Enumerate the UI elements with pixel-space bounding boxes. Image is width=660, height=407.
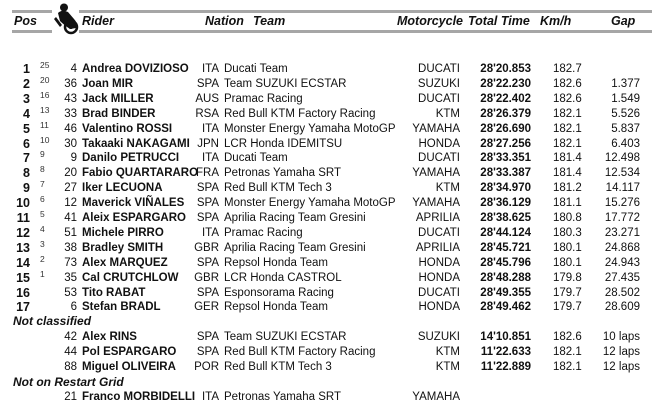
position: 6 xyxy=(23,136,30,151)
gap: 28.609 xyxy=(604,301,640,314)
nation: AUS xyxy=(195,92,219,105)
total-time: 11'22.889 xyxy=(480,360,531,373)
nation: GBR xyxy=(194,271,219,284)
header-team: Team xyxy=(253,14,286,28)
table-row xyxy=(0,74,660,92)
total-time: 28'38.625 xyxy=(480,212,531,224)
team: Pramac Racing xyxy=(224,92,303,105)
nation: GBR xyxy=(194,241,219,254)
rider-name: Iker LECUONA xyxy=(82,182,163,195)
gap: 14.117 xyxy=(605,182,640,195)
gap: 1.549 xyxy=(611,92,640,105)
rider-number: 30 xyxy=(64,137,77,150)
rider-number: 43 xyxy=(64,92,77,105)
total-time: 28'33.351 xyxy=(480,152,531,165)
table-row xyxy=(0,223,660,241)
speed-kmh: 180.8 xyxy=(553,212,582,224)
team: Aprilia Racing Team Gresini xyxy=(224,212,366,224)
motorcycle: APRILIA xyxy=(415,212,460,224)
motorcycle: DUCATI xyxy=(418,152,460,165)
table-row xyxy=(0,119,660,137)
speed-kmh: 180.1 xyxy=(553,241,582,254)
header-rider: Rider xyxy=(82,14,114,28)
rider-number: 6 xyxy=(70,301,77,314)
motorcycle: HONDA xyxy=(418,271,460,284)
motorcycle: KTM xyxy=(435,182,460,195)
gap: 23.271 xyxy=(604,226,640,239)
total-time: 14'10.851 xyxy=(480,331,531,343)
rider-number: 35 xyxy=(64,271,77,284)
rider-name: Fabio QUARTARARO xyxy=(82,167,199,180)
speed-kmh: 182.1 xyxy=(553,137,582,150)
gap: 10 laps xyxy=(602,331,640,343)
gap: 5.526 xyxy=(611,107,640,120)
position: 9 xyxy=(23,181,30,196)
position: 16 xyxy=(16,285,30,300)
rider-name: Franco MORBIDELLI xyxy=(82,391,196,403)
rider-name: Bradley SMITH xyxy=(82,241,164,254)
team: Monster Energy Yamaha MotoGP xyxy=(224,122,396,135)
points: 20 xyxy=(40,74,50,85)
speed-kmh: 182.1 xyxy=(553,360,582,373)
points: 6 xyxy=(40,194,45,205)
team: Pramac Racing xyxy=(224,226,303,239)
points: 10 xyxy=(40,134,50,145)
rider-name: Tito RABAT xyxy=(82,286,146,299)
table-row xyxy=(0,211,660,226)
rider-name: Pol ESPARGARO xyxy=(82,345,177,358)
position: 13 xyxy=(16,240,30,255)
motorcycle: SUZUKI xyxy=(417,331,460,343)
header-motorcycle: Motorcycle xyxy=(397,14,463,28)
header-total-time: Total Time xyxy=(468,14,530,28)
nation: SPA xyxy=(196,256,219,269)
position: 5 xyxy=(23,121,30,136)
nation: FRA xyxy=(196,167,219,180)
header-pos: Pos xyxy=(14,14,37,28)
speed-kmh: 179.8 xyxy=(553,271,582,284)
not-classified-title: Not classified xyxy=(13,314,92,328)
nation: SPA xyxy=(196,286,219,299)
total-time: 28'48.288 xyxy=(480,271,531,284)
total-time: 28'49.462 xyxy=(480,301,531,314)
table-row xyxy=(0,181,660,196)
motorcycle: YAMAHA xyxy=(412,122,460,135)
total-time: 28'20.853 xyxy=(480,63,531,75)
team: LCR Honda CASTROL xyxy=(224,271,342,284)
table-row xyxy=(0,268,660,286)
gap: 27.435 xyxy=(604,271,640,284)
motorcycle: YAMAHA xyxy=(412,167,460,180)
nation: RSA xyxy=(195,107,219,120)
rider-number: 88 xyxy=(64,360,77,373)
table-row xyxy=(0,238,660,256)
gap: 12.534 xyxy=(604,167,640,180)
points: 5 xyxy=(40,209,45,219)
header-rule-bottom-left xyxy=(12,30,52,33)
gap: 24.868 xyxy=(604,241,640,254)
nation: SPA xyxy=(196,77,219,90)
team: Esponsorama Racing xyxy=(224,286,334,299)
nation: POR xyxy=(194,360,219,373)
motorcycle: KTM xyxy=(435,107,460,120)
points: 2 xyxy=(40,253,45,264)
nation: SPA xyxy=(196,197,219,210)
motorcycle: KTM xyxy=(435,360,460,373)
position: 17 xyxy=(16,300,30,315)
team: Red Bull KTM Tech 3 xyxy=(224,360,332,373)
rider-number: 21 xyxy=(64,391,77,403)
total-time: 28'26.690 xyxy=(480,122,531,135)
team: Red Bull KTM Factory Racing xyxy=(224,345,376,358)
rider-name: Andrea DOVIZIOSO xyxy=(82,63,189,75)
gap: 12.498 xyxy=(604,152,640,165)
header-rule-top-right xyxy=(79,10,652,13)
motorcycle: HONDA xyxy=(418,301,460,314)
speed-kmh: 180.3 xyxy=(553,226,582,239)
speed-kmh: 182.1 xyxy=(553,107,582,120)
rider-number: 38 xyxy=(64,241,77,254)
speed-kmh: 182.6 xyxy=(553,331,582,343)
team: Ducati Team xyxy=(224,63,288,75)
motorcycle: DUCATI xyxy=(418,92,460,105)
gap: 12 laps xyxy=(602,345,640,358)
rider-number: 73 xyxy=(64,256,77,269)
team: Aprilia Racing Team Gresini xyxy=(224,241,366,254)
rider-number: 33 xyxy=(64,107,77,120)
table-row xyxy=(0,390,660,405)
team: Petronas Yamaha SRT xyxy=(224,391,341,403)
position: 10 xyxy=(16,196,30,211)
header-gap: Gap xyxy=(611,14,636,28)
points: 25 xyxy=(40,60,50,70)
position: 11 xyxy=(16,211,30,225)
nation: ITA xyxy=(201,391,219,403)
total-time: 28'22.402 xyxy=(480,92,531,105)
speed-kmh: 182.7 xyxy=(553,63,582,75)
speed-kmh: 182.6 xyxy=(553,77,582,90)
team: Repsol Honda Team xyxy=(224,301,328,314)
speed-kmh: 179.7 xyxy=(553,286,582,299)
header-rule-top-left xyxy=(12,10,52,13)
motorcycle: DUCATI xyxy=(418,226,460,239)
not-on-restart-title: Not on Restart Grid xyxy=(13,375,124,389)
total-time: 11'22.633 xyxy=(480,345,531,358)
gap: 24.943 xyxy=(604,256,640,269)
team: Team SUZUKI ECSTAR xyxy=(224,77,347,90)
rider-number: 44 xyxy=(64,345,77,358)
rider-number: 4 xyxy=(70,63,77,75)
motorcycle: YAMAHA xyxy=(412,391,460,403)
table-row xyxy=(0,330,660,345)
position: 4 xyxy=(23,106,30,121)
gap: 6.403 xyxy=(611,137,640,150)
points: 3 xyxy=(40,238,45,249)
total-time: 28'33.387 xyxy=(480,167,531,180)
total-time: 28'36.129 xyxy=(480,197,531,210)
table-row xyxy=(0,151,660,166)
nation: ITA xyxy=(201,226,219,239)
nation: SPA xyxy=(196,331,219,343)
speed-kmh: 182.6 xyxy=(553,92,582,105)
total-time: 28'49.355 xyxy=(480,286,531,299)
rider-name: Valentino ROSSI xyxy=(82,122,173,135)
points: 11 xyxy=(40,119,49,130)
team: Monster Energy Yamaha MotoGP xyxy=(224,197,396,210)
position: 2 xyxy=(23,76,30,91)
motorcycle: SUZUKI xyxy=(417,77,460,90)
motorcycle: YAMAHA xyxy=(412,197,460,210)
table-row xyxy=(0,104,660,122)
total-time: 28'22.230 xyxy=(480,77,531,90)
gap: 15.276 xyxy=(604,197,640,210)
rider-name: Maverick VIÑALES xyxy=(82,197,185,210)
team: Ducati Team xyxy=(224,152,288,165)
table-row xyxy=(0,345,660,360)
points: 9 xyxy=(40,149,45,160)
gap: 28.502 xyxy=(604,286,640,299)
rider-number: 9 xyxy=(70,152,77,165)
total-time: 28'44.124 xyxy=(480,226,531,239)
rider-name: Takaaki NAKAGAMI xyxy=(82,137,190,150)
position: 8 xyxy=(23,166,30,181)
position: 15 xyxy=(16,270,30,285)
table-row xyxy=(0,196,660,211)
header-nation: Nation xyxy=(205,14,244,28)
rider-name: Cal CRUTCHLOW xyxy=(82,271,179,284)
team: LCR Honda IDEMITSU xyxy=(224,137,343,150)
position: 3 xyxy=(23,91,30,106)
table-row xyxy=(0,134,660,152)
team: Repsol Honda Team xyxy=(224,256,328,269)
rider-number: 53 xyxy=(64,286,77,299)
rider-name: Jack MILLER xyxy=(82,92,154,105)
points: 1 xyxy=(40,268,45,279)
speed-kmh: 179.7 xyxy=(553,301,582,314)
position: 7 xyxy=(23,151,30,166)
rider-name: Miguel OLIVEIRA xyxy=(82,360,176,373)
table-row xyxy=(0,89,660,107)
rider-number: 20 xyxy=(64,167,77,180)
motorcycle: HONDA xyxy=(418,256,460,269)
team: Team SUZUKI ECSTAR xyxy=(224,331,347,343)
rider-number: 27 xyxy=(64,182,77,195)
speed-kmh: 181.2 xyxy=(553,182,582,195)
table-row xyxy=(0,286,660,301)
points: 8 xyxy=(40,164,45,175)
rider-number: 12 xyxy=(64,197,77,210)
gap: 12 laps xyxy=(602,360,640,373)
nation: ITA xyxy=(201,122,219,135)
motorcycle: DUCATI xyxy=(418,63,460,75)
table-row xyxy=(0,360,660,375)
rider-number: 42 xyxy=(64,331,77,343)
motorcycle: HONDA xyxy=(418,137,460,150)
motorcycle: DUCATI xyxy=(418,286,460,299)
rider-name: Danilo PETRUCCI xyxy=(82,152,180,165)
speed-kmh: 181.4 xyxy=(553,152,582,165)
nation: SPA xyxy=(196,212,219,224)
team: Red Bull KTM Tech 3 xyxy=(224,182,332,195)
nation: ITA xyxy=(201,63,219,75)
gap: 17.772 xyxy=(604,212,640,224)
table-row xyxy=(0,62,660,77)
position: 12 xyxy=(16,225,30,240)
total-time: 28'27.256 xyxy=(480,137,531,150)
rider-name: Aleix ESPARGARO xyxy=(82,212,186,224)
nation: SPA xyxy=(196,182,219,195)
nation: SPA xyxy=(196,345,219,358)
motorcycle-rider-icon xyxy=(52,3,82,35)
rider-name: Michele PIRRO xyxy=(82,226,164,239)
rider-name: Brad BINDER xyxy=(82,107,156,120)
points: 16 xyxy=(40,89,50,100)
speed-kmh: 182.1 xyxy=(553,122,582,135)
table-row xyxy=(0,300,660,315)
motorcycle: APRILIA xyxy=(415,241,460,254)
points: 13 xyxy=(40,104,50,115)
header-rule-bottom-right xyxy=(79,30,652,33)
position: 14 xyxy=(16,255,30,270)
speed-kmh: 181.1 xyxy=(553,197,582,210)
rider-name: Alex RINS xyxy=(82,331,137,343)
gap: 5.837 xyxy=(611,122,640,135)
position: 1 xyxy=(23,62,30,76)
team: Red Bull KTM Factory Racing xyxy=(224,107,376,120)
nation: ITA xyxy=(201,152,219,165)
rider-number: 41 xyxy=(64,212,77,224)
points: 7 xyxy=(40,179,45,190)
table-row xyxy=(0,253,660,271)
rider-number: 36 xyxy=(64,77,77,90)
header-kmh: Km/h xyxy=(540,14,572,28)
speed-kmh: 180.1 xyxy=(553,256,582,269)
gap: 1.377 xyxy=(611,77,640,90)
rider-number: 51 xyxy=(64,226,77,239)
team: Petronas Yamaha SRT xyxy=(224,167,341,180)
speed-kmh: 182.1 xyxy=(553,345,582,358)
rider-name: Alex MARQUEZ xyxy=(82,256,168,269)
total-time: 28'26.379 xyxy=(480,107,531,120)
total-time: 28'45.721 xyxy=(480,241,531,254)
nation: JPN xyxy=(197,137,219,150)
table-row xyxy=(0,166,660,181)
nation: GER xyxy=(194,301,219,314)
rider-name: Joan MIR xyxy=(82,77,134,90)
rider-name: Stefan BRADL xyxy=(82,301,161,314)
total-time: 28'34.970 xyxy=(480,182,531,195)
rider-number: 46 xyxy=(64,122,77,135)
total-time: 28'45.796 xyxy=(480,256,531,269)
motorcycle: KTM xyxy=(435,345,460,358)
points: 4 xyxy=(40,223,45,234)
speed-kmh: 181.4 xyxy=(553,167,582,180)
